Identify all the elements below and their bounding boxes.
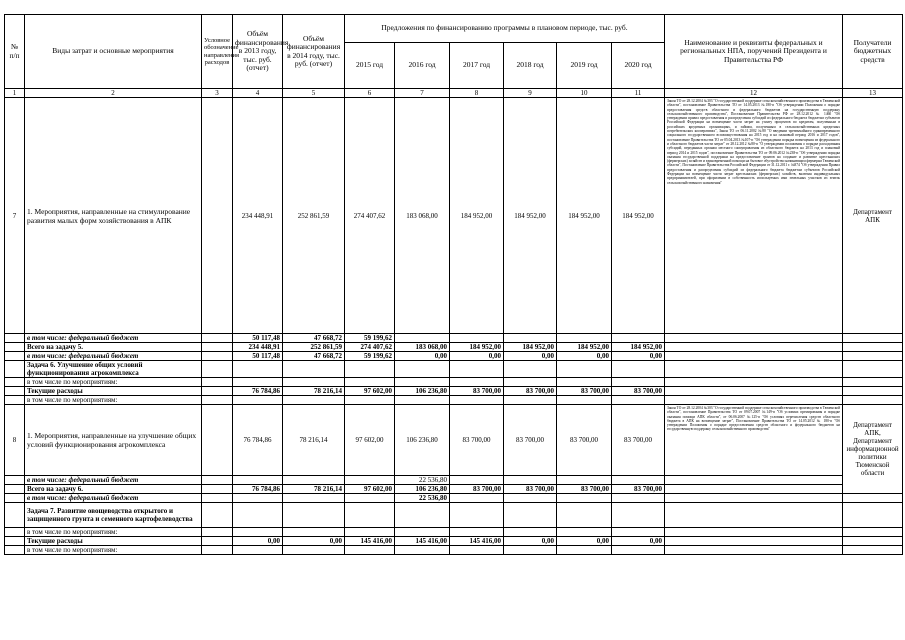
value-2014: 252 861,59: [283, 343, 345, 352]
header-year: 2019 год: [557, 43, 612, 89]
row-label: в том числе: федеральный бюджет: [25, 494, 202, 503]
col-number: 5: [283, 89, 345, 98]
value-2014: 78 216,14: [283, 387, 345, 396]
table-row-measure-8-fed: [5, 476, 903, 485]
value-2020: 184 952,00: [612, 98, 665, 334]
value-2016: 183 068,00: [395, 343, 450, 352]
row-label: в том числе по мероприятиям:: [25, 378, 202, 387]
header-num: № п/п: [5, 15, 25, 89]
table-row-task7-title: [5, 503, 903, 528]
value-2014: 47 668,72: [283, 334, 345, 343]
col-number: 7: [395, 89, 450, 98]
row-label: Текущие расходы: [25, 387, 202, 396]
row-label: в том числе: федеральный бюджет: [25, 334, 202, 343]
value-2016: 106 236,80: [395, 387, 450, 396]
value-2018: 0,00: [504, 352, 557, 361]
table-row-measure-8: [5, 405, 903, 476]
value-2016: 0,00: [395, 352, 450, 361]
value-2016: 183 068,00: [395, 98, 450, 334]
header-year: 2020 год: [612, 43, 665, 89]
row-label: Текущие расходы: [25, 537, 202, 546]
header-proposals: Предложения по финансированию программы в плановом периоде, тыс. руб.: [345, 15, 665, 43]
value-2019: 83 700,00: [557, 485, 612, 494]
value-2016: 106 236,80: [395, 405, 450, 476]
value-2013: 76 784,86: [233, 485, 283, 494]
value-2018: 83 700,00: [504, 485, 557, 494]
budget-table-sheet: [4, 14, 904, 555]
value-2019: 0,00: [557, 352, 612, 361]
value-2020: 184 952,00: [612, 343, 665, 352]
header-row-1: [5, 15, 903, 43]
header-recipients: Получатели бюджетных средств: [843, 15, 903, 89]
row-num: 7: [5, 98, 25, 334]
col-number: 12: [665, 89, 843, 98]
value-2013: 234 448,91: [233, 343, 283, 352]
value-2018: 184 952,00: [504, 98, 557, 334]
col-number: 2: [25, 89, 202, 98]
header-npa: Наименование и реквизиты федеральных и региональных НПА, поручений Президента и Правительства РФ: [665, 15, 843, 89]
value-2015: 97 602,00: [345, 405, 395, 476]
value-2018: 83 700,00: [504, 387, 557, 396]
value-2014: 78 216,14: [283, 485, 345, 494]
value-2017: 184 952,00: [450, 98, 504, 334]
header-2014: Объём финансирования в 2014 году, тыс. руб. (отчет): [283, 15, 345, 89]
header-code: Условное обозначение направления расходов: [202, 15, 233, 89]
value-2016: 106 236,80: [395, 485, 450, 494]
column-numbers-row: [5, 89, 903, 98]
table-row-total-task6: [5, 485, 903, 494]
table-row-task7-incl: [5, 528, 903, 537]
col-number: 6: [345, 89, 395, 98]
table-row-task6-incl: [5, 378, 903, 387]
value-2014: 252 861,59: [283, 98, 345, 334]
value-2020: 83 700,00: [612, 405, 665, 476]
value-2020: 0,00: [612, 537, 665, 546]
value-2017: 83 700,00: [450, 485, 504, 494]
row-label: в том числе по мероприятиям:: [25, 396, 202, 405]
value-2018: 0,00: [504, 537, 557, 546]
task-title: Задача 7. Развитие овощеводства открытого и защищенного грунта и семенного картофелеводства: [25, 503, 202, 528]
row-label: Всего на задачу 5.: [25, 343, 202, 352]
row-label: Всего на задачу 6.: [25, 485, 202, 494]
value-2013: 234 448,91: [233, 98, 283, 334]
col-number: 4: [233, 89, 283, 98]
value-2017: 184 952,00: [450, 343, 504, 352]
value-2015: 274 407,62: [345, 98, 395, 334]
row-label: в том числе: федеральный бюджет: [25, 476, 202, 485]
value-2013: 50 117,48: [233, 334, 283, 343]
task-title: Задача 6. Улучшение общих условий функционирования агрокомплекса: [25, 361, 202, 378]
header-2013: Объём финансирования в 2013 году, тыс. руб. (отчет): [233, 15, 283, 89]
value-2013: 76 784,86: [233, 387, 283, 396]
npa-text: Закон ТО от 28.12.2004 №303 "О государственной поддержке сельскохозяйственного производства в Тюменской области", постановление Правительства ТО от 09.07.2007 №149-п "Об условиях премирования и порядке оказания помощи АПК области", от 06.06.2007 №125-п "Об условиях перечисления средств областного бюджета в АПК на возмещение затрат", Постановление Правительства ТО от 14.05.2012 № 180-п "Об утверждении Положения о порядке предоставления средств областного и федерального бюджетов на государственную поддержку сельскохозяйственного производства": [665, 405, 843, 476]
header-year: 2015 год: [345, 43, 395, 89]
value-2016: 145 416,00: [395, 537, 450, 546]
value-2016: 22 536,80: [395, 494, 450, 503]
header-year: 2018 год: [504, 43, 557, 89]
col-number: 8: [450, 89, 504, 98]
header-year: 2016 год: [395, 43, 450, 89]
col-number: 3: [202, 89, 233, 98]
value-2015: 274 407,62: [345, 343, 395, 352]
row-label: в том числе по мероприятиям:: [25, 528, 202, 537]
table-row-task6-current: [5, 387, 903, 396]
npa-text: Закон ТО от 28.12.2004 №303 "О государственной поддержке сельскохозяйственного производства в Тюменской области", постановление Правительства ТО от 14.05.2013 №180-п "Об утверждении Положения о порядке предоставления средств областного и федерального бюджетов на государственную поддержку сельскохозяйственного производства", Постановление Правительства РФ от 28.12.2012 № 1460 "Об утверждении правил предоставления и распределения субсидий из федерального бюджета бюджетам субъектов Российской Федерации на возмещение части затрат на уплату процентов по кредитам, полученным в российских кредитных организациях, и займам, полученным в сельскохозяйственных кредитных потребительских кооперативах", Закон ТО от 06.11.2002 №80 "О введении чрезвычайного единовременного социального государственного вспомоществования на 2015 год и на плановый период 2016 и 2017 годов", постановление Правительства ТО от 05.04.2013 №107-п "Об утверждении порядка возмещения из федерального и областного бюджетов части затрат" от 28.12.2012 №80-п "О утверждении положения о порядке расходования субсидий, переданных органам местного самоуправления из областного бюджета на 2013 год и плановый период 2014 и 2015 годов", постановление Правительства ТО от 09.06.2012 №238-п "Об утверждении порядка оказания государственной поддержки на предоставление грантов на создание и развитие крестьянских (фермерских) хозяйств и единовременной помощи на бытовое обустройство начинающим фермерам Тюменской области", Постановление Правительства Российской Федерации от 31.12.2011 г. №874 "Об утверждении Правил предоставления и распределения субсидий из федерального бюджета бюджетам субъектов Российской Федерации на возмещение части затрат крестьянских (фермерских) хозяйств, включая индивидуальных предпринимателей, при оформлении в собственность используемых ими земельных участков из земель сельскохозяйственного назначения": [665, 98, 843, 334]
value-2019: 184 952,00: [557, 98, 612, 334]
table-row-total-task6-fed: [5, 494, 903, 503]
value-2013: 50 117,48: [233, 352, 283, 361]
col-number: 9: [504, 89, 557, 98]
header-name: Виды затрат и основные мероприятия: [25, 15, 202, 89]
value-2014: 0,00: [283, 537, 345, 546]
value-2015: 97 602,00: [345, 387, 395, 396]
value-2020: 0,00: [612, 352, 665, 361]
header-year: 2017 год: [450, 43, 504, 89]
table-row-total-task5: [5, 343, 903, 352]
budget-table: [4, 14, 903, 555]
value-2020: 83 700,00: [612, 387, 665, 396]
row-label: в том числе: федеральный бюджет: [25, 352, 202, 361]
measure-name: 1. Мероприятия, направленные на стимулирование развития малых форм хозяйствования в АПК: [25, 98, 202, 334]
row-num: 8: [5, 405, 25, 476]
value-2018: 83 700,00: [504, 405, 557, 476]
value-2018: 184 952,00: [504, 343, 557, 352]
measure-name: 1. Мероприятия, направленные на улучшение общих условий функционирования агрокомплекса: [25, 405, 202, 476]
value-2016: 22 536,80: [395, 476, 450, 485]
table-row-task7-current: [5, 537, 903, 546]
table-row-task6-incl2: [5, 396, 903, 405]
value-2017: 83 700,00: [450, 387, 504, 396]
value-2015: 97 602,00: [345, 485, 395, 494]
col-number: 10: [557, 89, 612, 98]
value-2020: 83 700,00: [612, 485, 665, 494]
value-2017: 145 416,00: [450, 537, 504, 546]
col-number: 13: [843, 89, 903, 98]
table-row-fed: [5, 334, 903, 343]
table-row-task7-incl2: [5, 546, 903, 555]
value-2019: 184 952,00: [557, 343, 612, 352]
recipient: Департамент АПК: [843, 98, 903, 334]
value-2017: 83 700,00: [450, 405, 504, 476]
table-row-total-task5-fed: [5, 352, 903, 361]
value-2014: 47 668,72: [283, 352, 345, 361]
col-number: 11: [612, 89, 665, 98]
empty-cell: [202, 98, 233, 334]
col-number: 1: [5, 89, 25, 98]
value-2014: 78 216,14: [283, 405, 345, 476]
value-2015: 59 199,62: [345, 334, 395, 343]
value-2017: 0,00: [450, 352, 504, 361]
value-2019: 83 700,00: [557, 405, 612, 476]
row-label: в том числе по мероприятиям:: [25, 546, 202, 555]
value-2013: 0,00: [233, 537, 283, 546]
value-2015: 145 416,00: [345, 537, 395, 546]
value-2013: 76 784,86: [233, 405, 283, 476]
value-2015: 59 199,62: [345, 352, 395, 361]
table-row-measure-7: [5, 98, 903, 334]
table-row-task6-title: [5, 361, 903, 378]
recipient: Департамент АПК, Департамент информационной политики Тюменской области: [843, 405, 903, 494]
value-2019: 83 700,00: [557, 387, 612, 396]
value-2019: 0,00: [557, 537, 612, 546]
